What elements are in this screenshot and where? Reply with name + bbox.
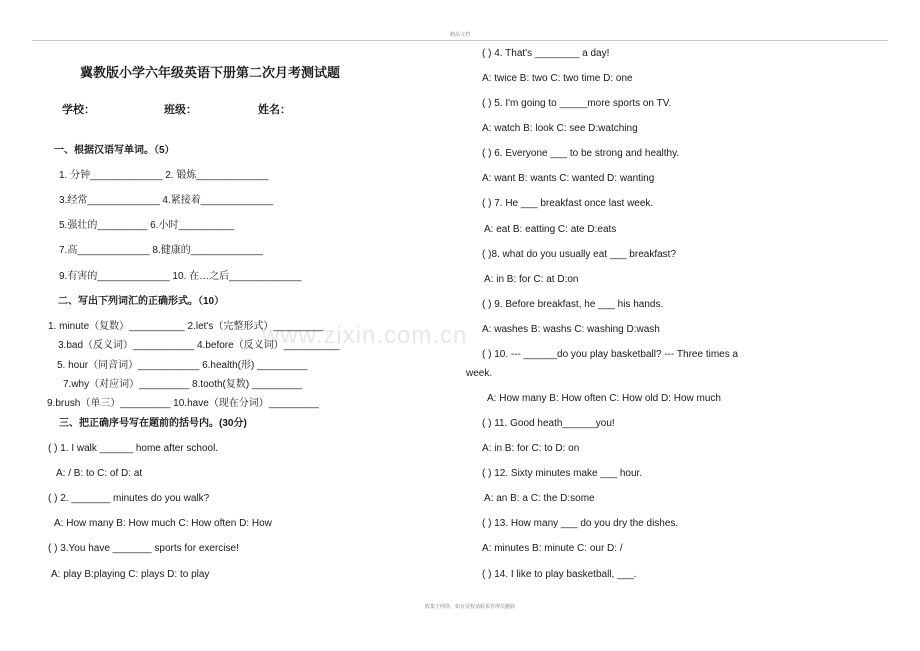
- section1-row: 5.强壮的_________ 6.小时__________: [59, 220, 235, 231]
- answer-options: A: / B: to C: of D: at: [56, 468, 143, 479]
- header-watermark-text: 精品文档: [449, 32, 470, 38]
- section3-heading: 三、把正确序号写在题前的括号内。(30分): [59, 418, 247, 429]
- section2-row: 1. minute（复数）__________ 2.let's（完整形式）_________: [48, 321, 324, 332]
- answer-options: A: an B: a C: the D:some: [484, 493, 595, 504]
- site-watermark: www.zixin.com.cn: [262, 322, 468, 349]
- section1-row: 1. 分钟_____________ 2. 锻炼_____________: [59, 170, 269, 181]
- section1-heading: 一、根据汉语写单词。（5）: [54, 145, 175, 156]
- question-line-continued: week.: [466, 368, 493, 379]
- question-line: ( ) 12. Sixty minutes make ___ hour.: [482, 468, 643, 479]
- question-line: ( ) 9. Before breakfast, he ___ his hands.: [482, 299, 664, 310]
- question-line: ( ) 4. That's ________ a day!: [482, 48, 610, 59]
- question-line: ( ) 1. I walk ______ home after school.: [48, 443, 219, 454]
- question-line: ( ) 13. How many ___ do you dry the dishes.: [482, 518, 679, 529]
- answer-options: A: twice B: two C: two time D: one: [482, 73, 633, 84]
- answer-options: A: minutes B: minute C: our D: /: [482, 543, 623, 554]
- section2-row: 5. hour（同音词）___________ 6.health(形) _________: [57, 360, 308, 371]
- section2-row: 3.bad（反义词）___________ 4.before（反义词）__________: [58, 340, 340, 351]
- header-rule: [32, 40, 888, 41]
- answer-options: A: play B:playing C: plays D: to play: [51, 569, 210, 580]
- answer-options: A: watch B: look C: see D:watching: [482, 123, 638, 134]
- section1-row: 3.经常_____________ 4.紧接着_____________: [59, 195, 274, 206]
- question-line: ( ) 11. Good heath______you!: [482, 418, 615, 429]
- question-line: ( ) 6. Everyone ___ to be strong and healthy.: [482, 148, 680, 159]
- answer-options: A: in B: for C: to D: on: [482, 443, 580, 454]
- question-line: ( ) 5. I'm going to _____more sports on TV.: [482, 98, 672, 109]
- answer-options: A: want B: wants C: wanted D: wanting: [482, 173, 655, 184]
- question-line: ( ) 10. --- ______do you play basketball? --- Three times a: [482, 349, 739, 360]
- question-line: ( )8. what do you usually eat ___ breakfast?: [482, 249, 677, 260]
- class-field-label: 班级：: [164, 104, 197, 116]
- section1-row: 9.有害的_____________ 10. 在…之后_____________: [59, 271, 302, 282]
- school-field-label: 学校：: [62, 104, 95, 116]
- answer-options: A: How many B: How often C: How old D: How much: [487, 393, 721, 404]
- answer-options: A: in B: for C: at D:on: [484, 274, 579, 285]
- section2-row: 7.why（对应词）_________ 8.tooth(复数) _________: [63, 379, 303, 390]
- section2-row: 9.brush（单三）_________ 10.have（现在分词）_________: [47, 398, 319, 409]
- question-line: ( ) 14. I like to play basketball, ___.: [482, 569, 637, 580]
- answer-options: A: How many B: How much C: How often D: How: [54, 518, 272, 529]
- page-title: 冀教版小学六年级英语下册第二次月考测试题: [80, 65, 341, 80]
- question-line: ( ) 7. He ___ breakfast once last week.: [482, 198, 654, 209]
- section2-heading: 二、写出下列词汇的正确形式。（10）: [58, 296, 225, 307]
- name-field-label: 姓名：: [258, 104, 291, 116]
- question-line: ( ) 3.You have _______ sports for exercise!: [48, 543, 239, 554]
- footer-disclaimer: 收集于网络，如有侵权请联系管理员删除: [424, 604, 515, 610]
- answer-options: A: washes B: washs C: washing D:wash: [482, 324, 660, 335]
- answer-options: A: eat B: eatting C: ate D:eats: [484, 224, 617, 235]
- section1-row: 7.高_____________ 8.健康的_____________: [59, 245, 264, 256]
- question-line: ( ) 2. _______ minutes do you walk?: [48, 493, 210, 504]
